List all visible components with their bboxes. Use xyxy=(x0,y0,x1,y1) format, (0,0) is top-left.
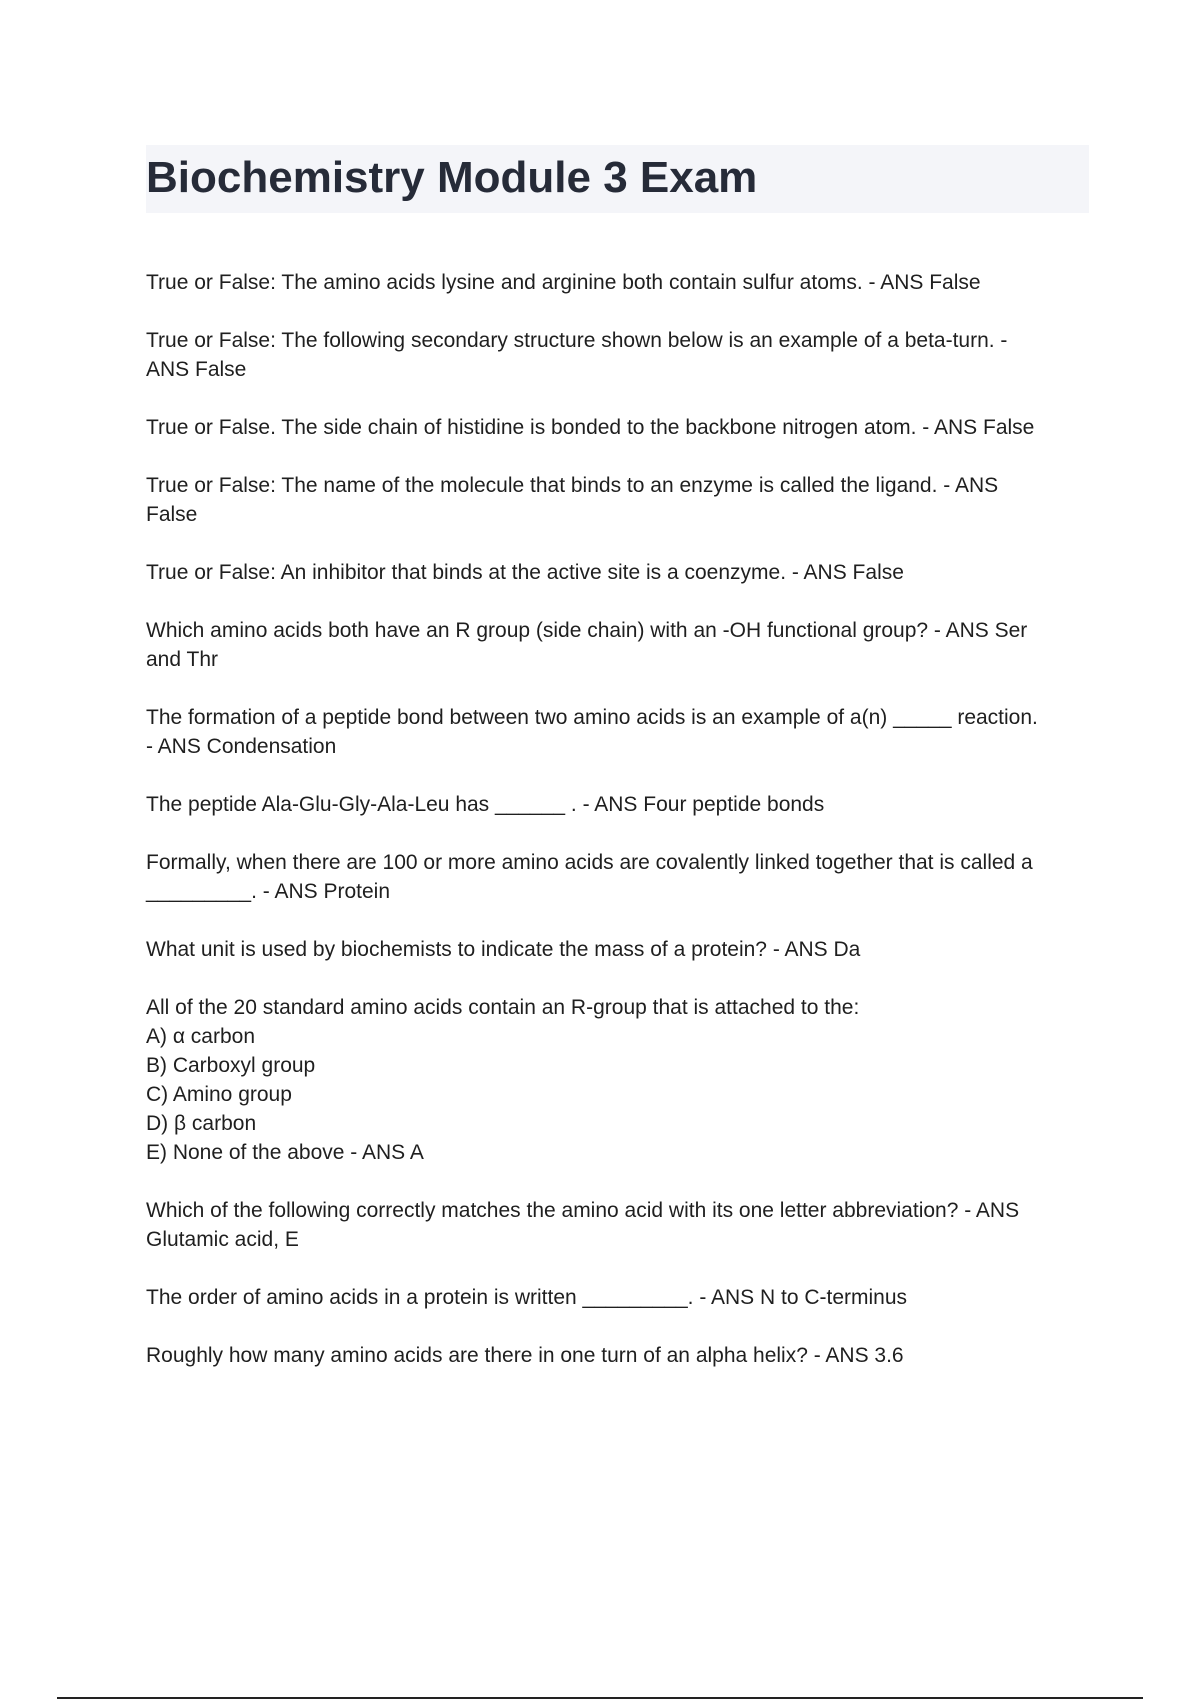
question-item xyxy=(146,326,1094,384)
question-line: - ANS Condensation xyxy=(146,735,337,758)
question-line: True or False: An inhibitor that binds at the active site is a coenzyme. - ANS False xyxy=(146,561,904,584)
question-line: _________. - ANS Protein xyxy=(146,880,391,903)
question-line: True or False: The name of the molecule that binds to an enzyme is called the ligand. - ANS xyxy=(146,474,999,497)
question-item xyxy=(146,703,1094,761)
question-line: True or False: The amino acids lysine and arginine both contain sulfur atoms. - ANS False xyxy=(146,271,981,294)
question-line: All of the 20 standard amino acids contain an R-group that is attached to the: xyxy=(146,996,860,1019)
question-line: and Thr xyxy=(146,648,218,671)
question-line: What unit is used by biochemists to indicate the mass of a protein? - ANS Da xyxy=(146,938,861,961)
answer-choice: C) Amino group xyxy=(146,1083,292,1106)
page-title: Biochemistry Module 3 Exam xyxy=(146,153,758,202)
question-line: True or False: The following secondary structure shown below is an example of a beta-turn. - xyxy=(146,329,1008,352)
question-line: Which amino acids both have an R group (side chain) with an -OH functional group? - ANS Ser xyxy=(146,619,1028,642)
question-line: The order of amino acids in a protein is written _________. - ANS N to C-terminus xyxy=(146,1286,908,1309)
question-item xyxy=(146,413,1094,442)
answer-choice: A) α carbon xyxy=(146,1025,256,1048)
question-item xyxy=(146,1196,1094,1254)
question-item xyxy=(146,790,1094,819)
question-item xyxy=(146,558,1094,587)
question-line: True or False. The side chain of histidine is bonded to the backbone nitrogen atom. - ANS False xyxy=(146,416,1035,439)
question-line: Which of the following correctly matches the amino acid with its one letter abbreviation? - ANS xyxy=(146,1199,1020,1222)
answer-choice: B) Carboxyl group xyxy=(146,1054,316,1077)
question-item xyxy=(146,935,1094,964)
question-line: The formation of a peptide bond between two amino acids is an example of a(n) _____ reaction. xyxy=(146,706,1038,729)
question-item xyxy=(146,1341,1094,1370)
question-line: The peptide Ala-Glu-Gly-Ala-Leu has ______ . - ANS Four peptide bonds xyxy=(146,793,825,816)
answer-choice: D) β carbon xyxy=(146,1112,257,1135)
question-list xyxy=(146,268,1094,1399)
question-item xyxy=(146,471,1094,529)
footer-divider xyxy=(57,1697,1143,1699)
question-line: False xyxy=(146,503,198,526)
question-item xyxy=(146,1283,1094,1312)
question-item xyxy=(146,993,1094,1167)
question-item xyxy=(146,268,1094,297)
question-item xyxy=(146,848,1094,906)
question-line: Glutamic acid, E xyxy=(146,1228,299,1251)
question-line: Formally, when there are 100 or more amino acids are covalently linked together that is called a xyxy=(146,851,1033,874)
answer-choice: E) None of the above - ANS A xyxy=(146,1141,424,1164)
question-item xyxy=(146,616,1094,674)
question-line: ANS False xyxy=(146,358,247,381)
question-line: Roughly how many amino acids are there in one turn of an alpha helix? - ANS 3.6 xyxy=(146,1344,904,1367)
